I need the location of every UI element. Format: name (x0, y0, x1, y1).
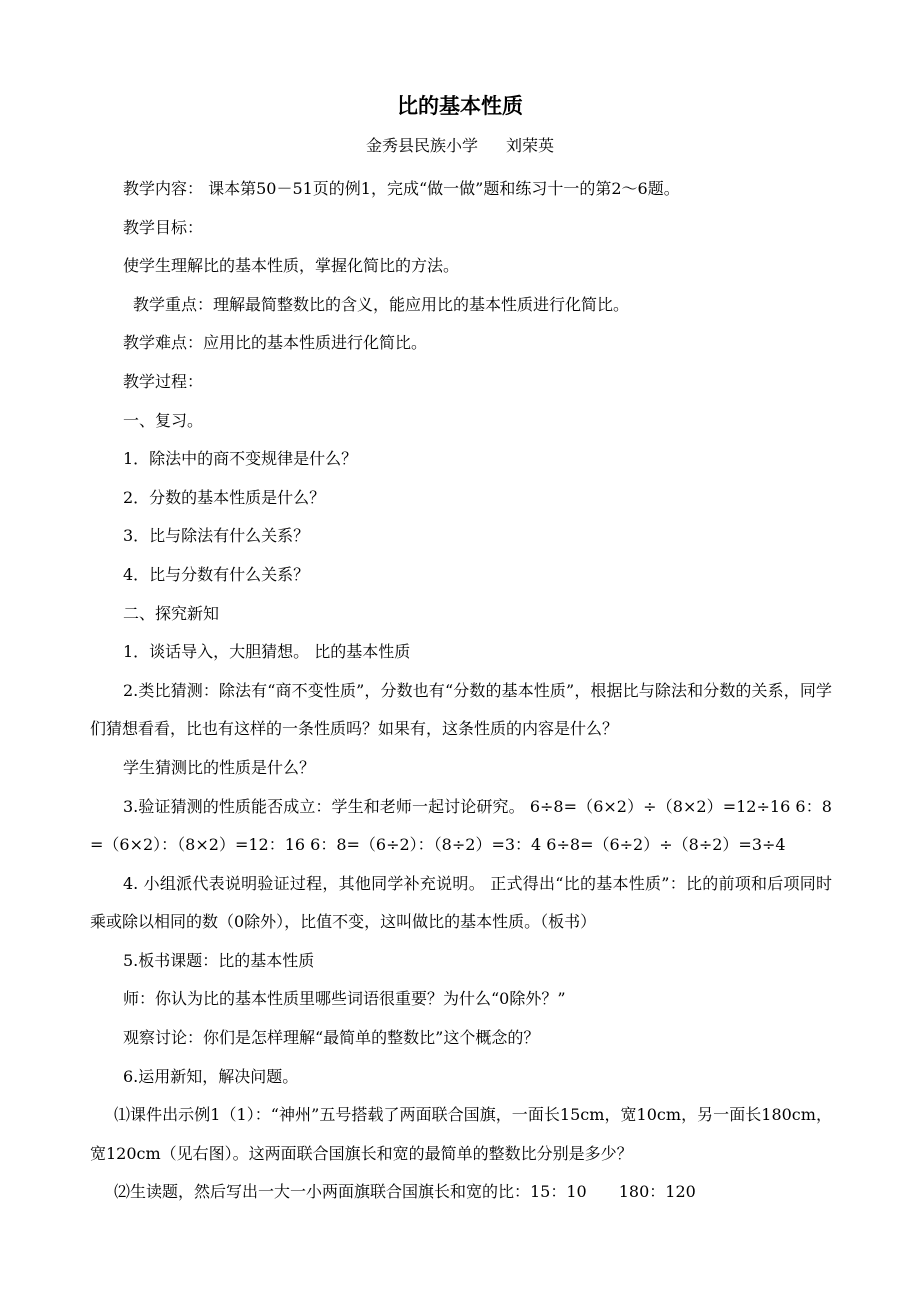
paragraph-group-report: 4. 小组派代表说明验证过程，其他同学补充说明。 正式得出“比的基本性质”：比的前项和后项同时乘或除以相同的数（0除外），比值不变，这叫做比的基本性质。（板书） (90, 873, 832, 932)
paragraph-apply: 6.运用新知，解决问题。 (123, 1066, 299, 1086)
list-item: 2．分数的基本性质是什么？ (123, 487, 326, 507)
section-review-heading: 一、复习。 (123, 410, 204, 430)
list-item: 1．谈话导入，大胆猜想。 比的基本性质 (123, 642, 411, 662)
paragraph-board-title: 5.板书课题：比的基本性质 (123, 950, 315, 970)
section-explore-heading: 二、探究新知 (123, 603, 220, 623)
list-item: 1．除法中的商不变规律是什么？ (123, 449, 358, 469)
paragraph-teaching-goal: 使学生理解比的基本性质，掌握化简比的方法。 (123, 256, 460, 276)
school-name: 金秀县民族小学 (365, 136, 478, 155)
paragraph-analogy: 2.类比猜测：除法有“商不变性质”，分数也有“分数的基本性质”，根据比与除法和分数的关系，同学们猜想看看，比也有这样的一条性质吗？如果有，这条性质的内容是什么？ (90, 680, 832, 739)
paragraph-example-1: ⑴课件出示例1（1）：“神州”五号搭载了两面联合国旗，一面长15cm，宽10cm，另一面长180cm，宽120cm（见右图）。这两面联合国旗长和宽的最简单的整数比分别是多少？ (90, 1105, 832, 1163)
list-item: 4．比与分数有什么关系？ (123, 564, 310, 584)
document-body (90, 170, 832, 1212)
paragraph-teacher-question: 师：你认为比的基本性质里哪些词语很重要？为什么“0除外？” (123, 989, 566, 1009)
paragraph-teaching-content: 教学内容： 课本第50－51页的例1，完成“做一做”题和练习十一的第2～6题。 (123, 179, 680, 198)
paragraph-process-heading: 教学过程： (123, 371, 204, 391)
byline (0, 134, 920, 158)
author-name: 刘荣英 (506, 136, 555, 155)
paragraph-teaching-goal-heading: 教学目标： (123, 217, 204, 237)
paragraph-discussion: 观察讨论：你们是怎样理解“最简单的整数比”这个概念的？ (123, 1028, 540, 1048)
paragraph-key-point: 教学重点：理解最简整数比的含义，能应用比的基本性质进行化简比。 (133, 294, 630, 314)
paragraph-student-guess: 学生猜测比的性质是什么？ (123, 757, 316, 777)
paragraph-example-2: ⑵生读题，然后写出一大一小两面旗联合国旗长和宽的比：15：10 180：120 (114, 1182, 696, 1202)
list-item: 3．比与除法有什么关系？ (123, 526, 310, 546)
paragraph-verification: 3.验证猜测的性质能否成立：学生和老师一起讨论研究。 6÷8=（6×2）÷（8×2）=12÷16 6：8=（6×2）：（8×2）=12：16 6：8=（6÷2）：（8÷2）=3：4 6÷8=（6÷2）÷（8÷2）=3÷4 (90, 796, 832, 855)
page-title: 比的基本性质 (397, 94, 523, 118)
paragraph-difficulty: 教学难点：应用比的基本性质进行化简比。 (123, 333, 428, 353)
